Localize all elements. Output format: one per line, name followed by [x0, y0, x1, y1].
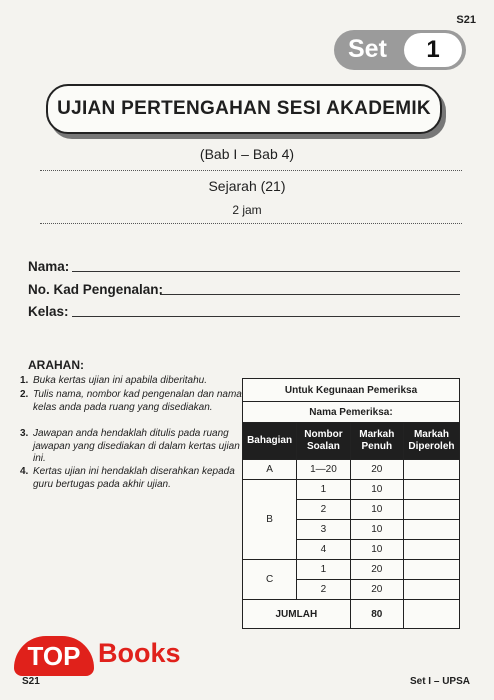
examiner-name-field[interactable]: Nama Pemeriksa:	[243, 402, 460, 423]
table-row	[243, 560, 460, 580]
section-cell: B	[243, 480, 297, 560]
logo-books-text: Books	[98, 638, 181, 668]
logo-top-badge: TOP	[14, 636, 94, 676]
page-code: S21	[456, 14, 476, 26]
set-badge	[334, 30, 466, 70]
table-title: Untuk Kegunaan Pemeriksa	[243, 379, 460, 402]
obtained-mark-cell[interactable]	[403, 520, 459, 540]
obtained-mark-cell[interactable]	[403, 540, 459, 560]
footer-page-code: S21	[22, 676, 40, 687]
section-cell: A	[243, 460, 297, 480]
total-label: JUMLAH	[243, 600, 351, 629]
full-mark-cell: 20	[350, 560, 403, 580]
question-cell: 3	[297, 520, 351, 540]
instruction-item	[20, 389, 242, 414]
instruction-text: Kertas ujian ini hendaklah diserahkan kepada guru bertugas pada akhir ujian.	[33, 466, 235, 490]
question-cell: 2	[297, 580, 351, 600]
id-label: No. Kad Pengenalan:	[28, 282, 164, 297]
full-mark-cell: 20	[350, 580, 403, 600]
subject-title: Sejarah (21)	[208, 178, 286, 194]
examiner-table	[242, 378, 460, 629]
page-title: UJIAN PERTENGAHAN SESI AKADEMIK	[46, 84, 442, 134]
total-full-mark: 80	[350, 600, 403, 629]
full-mark-cell: 20	[350, 460, 403, 480]
obtained-mark-cell[interactable]	[403, 560, 459, 580]
column-header: Markah Penuh	[350, 423, 403, 460]
instruction-text: Tulis nama, nombor kad pengenalan dan nama kelas anda pada ruang yang disediakan.	[33, 389, 242, 413]
column-header: Markah Diperoleh	[403, 423, 459, 460]
column-header: Bahagian	[243, 423, 297, 460]
set-label: Set	[348, 35, 387, 63]
instruction-item	[20, 466, 242, 491]
table-row	[243, 480, 460, 500]
question-cell: 2	[297, 500, 351, 520]
divider	[40, 223, 462, 224]
question-cell: 1—20	[297, 460, 351, 480]
column-header: Nombor Soalan	[297, 423, 351, 460]
total-row	[243, 600, 460, 629]
full-mark-cell: 10	[350, 500, 403, 520]
id-field[interactable]	[160, 294, 460, 295]
full-mark-cell: 10	[350, 520, 403, 540]
divider	[40, 170, 462, 171]
full-mark-cell: 10	[350, 480, 403, 500]
obtained-mark-cell[interactable]	[403, 480, 459, 500]
total-obtained-mark[interactable]	[403, 600, 459, 629]
footer-set-label: Set I – UPSA	[409, 676, 470, 687]
instruction-number: 4.	[20, 466, 29, 477]
instruction-number: 2.	[20, 389, 29, 400]
section-cell: C	[243, 560, 297, 600]
instructions-title: ARAHAN:	[28, 358, 84, 372]
question-cell: 4	[297, 540, 351, 560]
name-label: Nama:	[28, 259, 70, 274]
instruction-number: 1.	[20, 375, 29, 386]
name-field[interactable]	[72, 271, 460, 272]
set-number: 1	[404, 33, 462, 67]
question-cell: 1	[297, 480, 351, 500]
instruction-item	[20, 428, 242, 466]
instruction-text: Jawapan anda hendaklah ditulis pada ruang jawapan yang disediakan di dalam kertas ujian ini.	[33, 428, 240, 464]
obtained-mark-cell[interactable]	[403, 580, 459, 600]
obtained-mark-cell[interactable]	[403, 460, 459, 480]
obtained-mark-cell[interactable]	[403, 500, 459, 520]
instruction-number: 3.	[20, 428, 29, 439]
chapter-range: (Bab I – Bab 4)	[199, 146, 295, 162]
table-row	[243, 460, 460, 480]
question-cell: 1	[297, 560, 351, 580]
class-field[interactable]	[72, 316, 460, 317]
instruction-text: Buka kertas ujian ini apabila diberitahu.	[33, 375, 207, 386]
instruction-item	[20, 375, 242, 388]
full-mark-cell: 10	[350, 540, 403, 560]
exam-duration: 2 jam	[232, 203, 262, 217]
class-label: Kelas:	[28, 304, 69, 319]
